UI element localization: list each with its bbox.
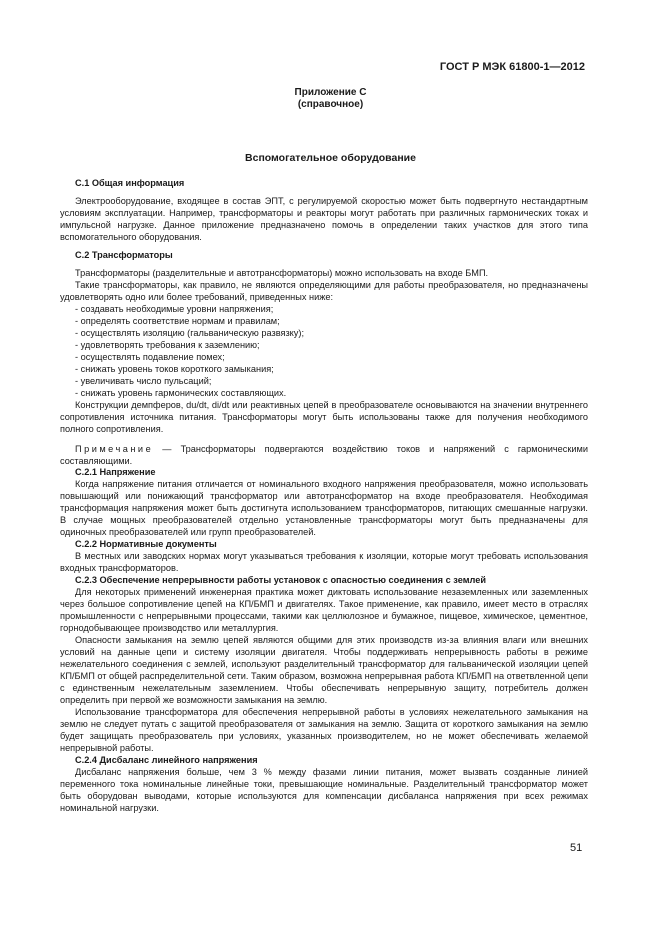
paragraph: Электрооборудование, входящее в состав ЭПТ, с регулируемой скоростью может быть подвергнуто нестандартным условиям эксплуатации. Например, трансформаторы и реакторы могут работать при различных гармонических токах и импульсной нагрузке. Данное приложение предназначено помочь в определении таких участков для этого типа вспомогательного оборудования. <box>60 196 588 242</box>
list-item: - снижать уровень гармонических составляющих. <box>75 387 588 399</box>
page-title: Вспомогательное оборудование <box>245 152 416 164</box>
list-item: - создавать необходимые уровни напряжения; <box>75 303 588 315</box>
paragraph: Дисбаланс напряжения больше, чем 3 % между фазами линии питания, может вызвать созданные линией переменного тока номинальные линейные токи, превышающие номинальные. Разделительный трансформатор может быть оборудован выводами, которые используются для компенсации дисбаланса напряжения при всех режимах номинальной нагрузки. <box>60 767 588 813</box>
paragraph: Конструкции демпферов, du/dt, di/dt или реактивных цепей в преобразователе основываются на значении внутреннего сопротивления источника питания. Трансформаторы могут быть использованы также для получения необходимого полного сопротивления. <box>60 400 588 434</box>
paragraph: Опасности замыкания на землю цепей являются общими для этих производств из-за влияния влаги или внешних условий на данные цепи и систему изоляции двигателя. Чтобы поддерживать непрерывность работы в режиме нежелательного соединения с землей, используют разделительный трансформатор для гальванической изоляции цепей КП/БМП от общей распределительной сети. Таким образом, возможна непрерывная работа КП/БМП на ответвленной цепи с единственным нежелательным заземлением. Чтобы обеспечивать непрерывную защиту, потребитель должен определить при первой же возможности замыкания на землю. <box>60 635 588 705</box>
paragraph: Когда напряжение питания отличается от номинального входного напряжения преобразователя, можно использовать повышающий или понижающий трансформатор или автотрансформатор на входе преобразователя. Необходимая трансформация напряжения может быть достигнута использованием трансформаторов, питающих смешанные нагрузки. В случае мощных преобразователей отдельно установленные трансформаторы могут быть предназначены для одиночных преобразователей или групп преобразователей. <box>60 479 588 537</box>
list-item: - увеличивать число пульсаций; <box>75 375 588 387</box>
document-header: ГОСТ Р МЭК 61800-1—2012 <box>439 61 585 73</box>
section-c21 <box>60 466 588 814</box>
section-heading: С.2.3 Обеспечение непрерывности работы установок с опасностью соединения с землей <box>75 575 486 585</box>
paragraph: Использование трансформатора для обеспечения непрерывной работы в условиях нежелательного замыкания на землю не следует путать с защитой преобразователя от замыкания на землю. Защита от короткого замыкания на землю будет защищать преобразователь при условиях, указанных производителем, но не может обеспечивать желаемой непрерывной работы. <box>60 707 588 753</box>
section-c2 <box>60 249 588 467</box>
paragraph: Для некоторых применений инженерная практика может диктовать использование незаземленных или заземленных через большое сопротивление цепей на КП/БМП и двигателях. Такое применение, как правило, имеет место в отраслях промышленности с непрерывными процессами, такими как целлюлозное и бумажное, пищевое, химическое, цементное, горнодобывающее производство или металлургия. <box>60 587 588 633</box>
section-heading: С.1 Общая информация <box>75 178 185 188</box>
requirements-list <box>60 303 588 399</box>
list-item: - осуществлять изоляцию (гальваническую развязку); <box>75 327 588 339</box>
section-heading: С.2 Трансформаторы <box>75 250 173 260</box>
note-text: — Трансформаторы подвергаются воздействию токов и напряжений с гармоническими составляющими. <box>60 444 588 466</box>
paragraph: В местных или заводских нормах могут указываться требования к изоляции, которые могут требовать использования входных трансформаторов. <box>60 551 588 573</box>
annex-title: Приложение С <box>294 87 367 98</box>
list-item: - определять соответствие нормам и правилам; <box>75 315 588 327</box>
paragraph: Трансформаторы (разделительные и автотрансформаторы) можно использовать на входе БМП. <box>75 268 489 278</box>
list-item: - снижать уровень токов короткого замыкания; <box>75 363 588 375</box>
section-heading: С.2.1 Напряжение <box>75 467 156 477</box>
page-number: 51 <box>570 842 583 854</box>
note <box>60 443 588 467</box>
list-item: - удовлетворять требования к заземлению; <box>75 339 588 351</box>
list-item: - осуществлять подавление помех; <box>75 351 588 363</box>
section-heading: С.2.4 Дисбаланс линейного напряжения <box>75 755 258 765</box>
section-heading: С.2.2 Нормативные документы <box>75 539 217 549</box>
note-label: Примечание <box>75 444 154 454</box>
paragraph: Такие трансформаторы, как правило, не являются определяющими для работы преобразователя, но предназначены удовлетворять одно или более требований, приведенных ниже: <box>60 280 588 302</box>
annex-type: (справочное) <box>297 99 364 110</box>
section-c1 <box>60 177 588 243</box>
